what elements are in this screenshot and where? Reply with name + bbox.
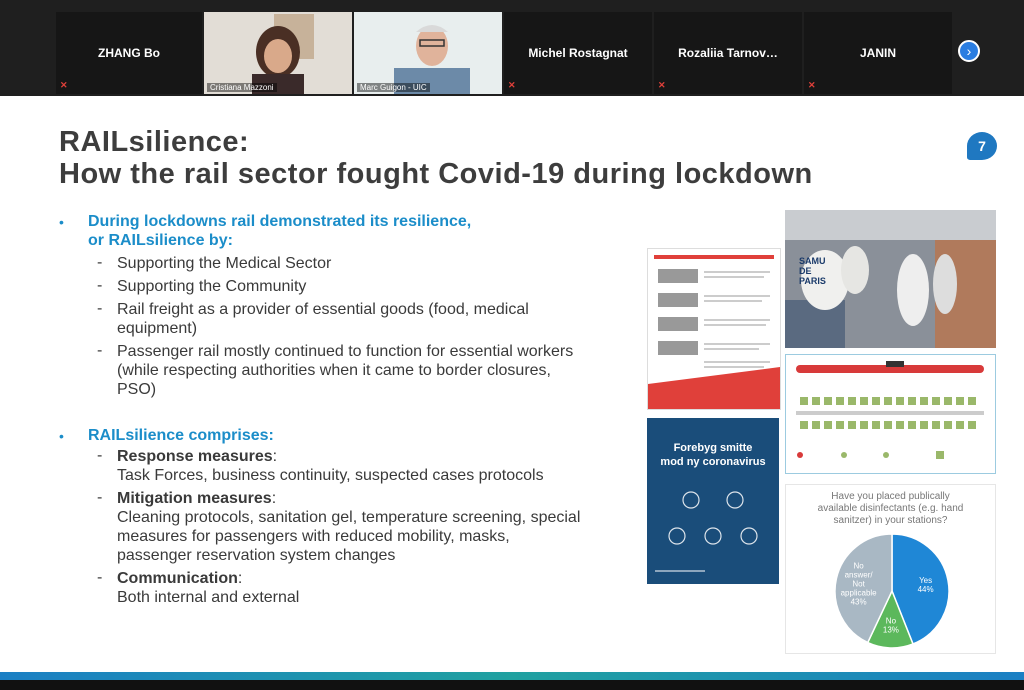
video-feed bbox=[204, 12, 352, 94]
response-measures-label: Response measures bbox=[117, 448, 273, 465]
participant-name: Marc Guigon - UIC bbox=[357, 83, 430, 92]
chevron-right-icon: › bbox=[966, 43, 972, 59]
participant-tile-janin[interactable] bbox=[804, 12, 952, 94]
pie-label: No answer/ Not applicable 43% bbox=[840, 561, 877, 607]
next-page-button[interactable] bbox=[958, 40, 980, 62]
vest-text: PARIS bbox=[799, 276, 826, 286]
participant-tile-rostagnat[interactable] bbox=[504, 12, 652, 94]
shared-slide: RAILsilience: How the rail sector fought Covid-19 during lockdown 7 • During lockdowns rail demonstrated its resilience, or RAILsilience by: - Supporting the Medical Sector - Supporting the Community - Rail freight as a provider of essential goods (food, medical equipment) - Passenger rail mostly continued to function for essential workers (while respecting authorities when it came to border closures, PSO) • RAILsilience comprises: - Response measures: Task Forces, business continuity, suspected cases protocols - Mitigation measures: Cleaning protocols, sanitation gel, temperature screening, special measures for passengers with reduced mobility, masks, passenger reservation system changes - Communication: Both internal and external Forebyg smitte mod ny coronavirus SAMU DE PARIS Have you placed publically available disinfectants (e.g. hand sanitzer) in your stations? Yes 44% No 13% No answer/ Not applicable 43% bbox=[0, 96, 1024, 676]
pie-question: Have you placed publically bbox=[831, 491, 950, 502]
list-item: Rail freight as a provider of essential goods (food, medical bbox=[117, 301, 529, 318]
muted-mic-icon: ✕ bbox=[658, 80, 666, 90]
participant-name: Rozaliia Tarnov… bbox=[678, 46, 778, 60]
pie-question: available disinfectants (e.g. hand bbox=[817, 503, 964, 514]
participant-strip bbox=[0, 0, 1024, 96]
participant-tile-zhang[interactable] bbox=[56, 12, 202, 94]
participant-tile-tarnov[interactable] bbox=[654, 12, 802, 94]
muted-mic-icon: ✕ bbox=[508, 80, 516, 90]
list-item: equipment) bbox=[117, 320, 198, 337]
poster-title-line1: Forebyg smitte bbox=[673, 442, 753, 454]
list-item: Supporting the Community bbox=[117, 278, 307, 295]
poster-title-line2: mod ny coronavirus bbox=[660, 456, 766, 468]
mitigation-measures-desc: Cleaning protocols, sanitation gel, temperature screening, special bbox=[117, 509, 581, 526]
section1-heading-line2: or RAILsilience by: bbox=[88, 232, 233, 249]
seat-layout-diagram bbox=[785, 354, 996, 474]
mitigation-measures-desc: measures for passengers with reduced mobility, masks, bbox=[117, 528, 510, 545]
list-item: Supporting the Medical Sector bbox=[117, 255, 332, 272]
participant-video-mazzoni[interactable] bbox=[204, 12, 352, 94]
response-measures-desc: Task Forces, business continuity, suspected cases protocols bbox=[117, 467, 544, 484]
bottom-frame bbox=[0, 680, 1024, 690]
pie-label: Yes 44% bbox=[917, 576, 934, 595]
bullet-icon: • bbox=[59, 214, 64, 230]
participant-name: Michel Rostagnat bbox=[528, 46, 628, 60]
participant-name: Cristiana Mazzoni bbox=[207, 83, 277, 92]
section2-heading: RAILsilience comprises: bbox=[88, 427, 274, 444]
muted-mic-icon: ✕ bbox=[60, 80, 68, 90]
participant-name: JANIN bbox=[859, 46, 896, 60]
mitigation-measures-label: Mitigation measures bbox=[117, 490, 272, 507]
page-number-badge: 7 bbox=[967, 132, 997, 160]
pie-question: sanitzer) in your stations? bbox=[833, 515, 948, 526]
medical-train-photo bbox=[785, 210, 996, 348]
communication-label: Communication bbox=[117, 570, 238, 587]
bullet-icon: • bbox=[59, 428, 64, 444]
communication-desc: Both internal and external bbox=[117, 589, 300, 606]
mitigation-measures-desc: passenger reservation system changes bbox=[117, 547, 396, 564]
video-feed bbox=[354, 12, 502, 94]
pie-label: No 13% bbox=[882, 616, 899, 635]
slide-title-line2: How the rail sector fought Covid-19 during lockdown bbox=[59, 158, 813, 190]
bottom-accent-bar bbox=[0, 672, 1024, 680]
vest-text: SAMU bbox=[799, 256, 826, 266]
list-item: PSO) bbox=[117, 381, 157, 398]
pie-chart bbox=[786, 485, 995, 654]
list-item: (while respecting authorities when it came to border closures, bbox=[117, 362, 551, 379]
participant-video-guigon[interactable] bbox=[354, 12, 502, 94]
list-item: Passenger rail mostly continued to function for essential workers bbox=[117, 343, 574, 360]
participant-name: ZHANG Bo bbox=[98, 46, 160, 60]
vest-text: DE bbox=[799, 266, 812, 276]
danish-poster-image bbox=[647, 418, 779, 584]
muted-mic-icon: ✕ bbox=[808, 80, 816, 90]
section1-heading-line1: During lockdowns rail demonstrated its resilience, bbox=[88, 213, 472, 230]
slide-title-line1: RAILsilience: bbox=[59, 126, 250, 158]
disinfectant-pie-panel bbox=[785, 484, 996, 654]
protocol-document-image bbox=[647, 248, 781, 410]
